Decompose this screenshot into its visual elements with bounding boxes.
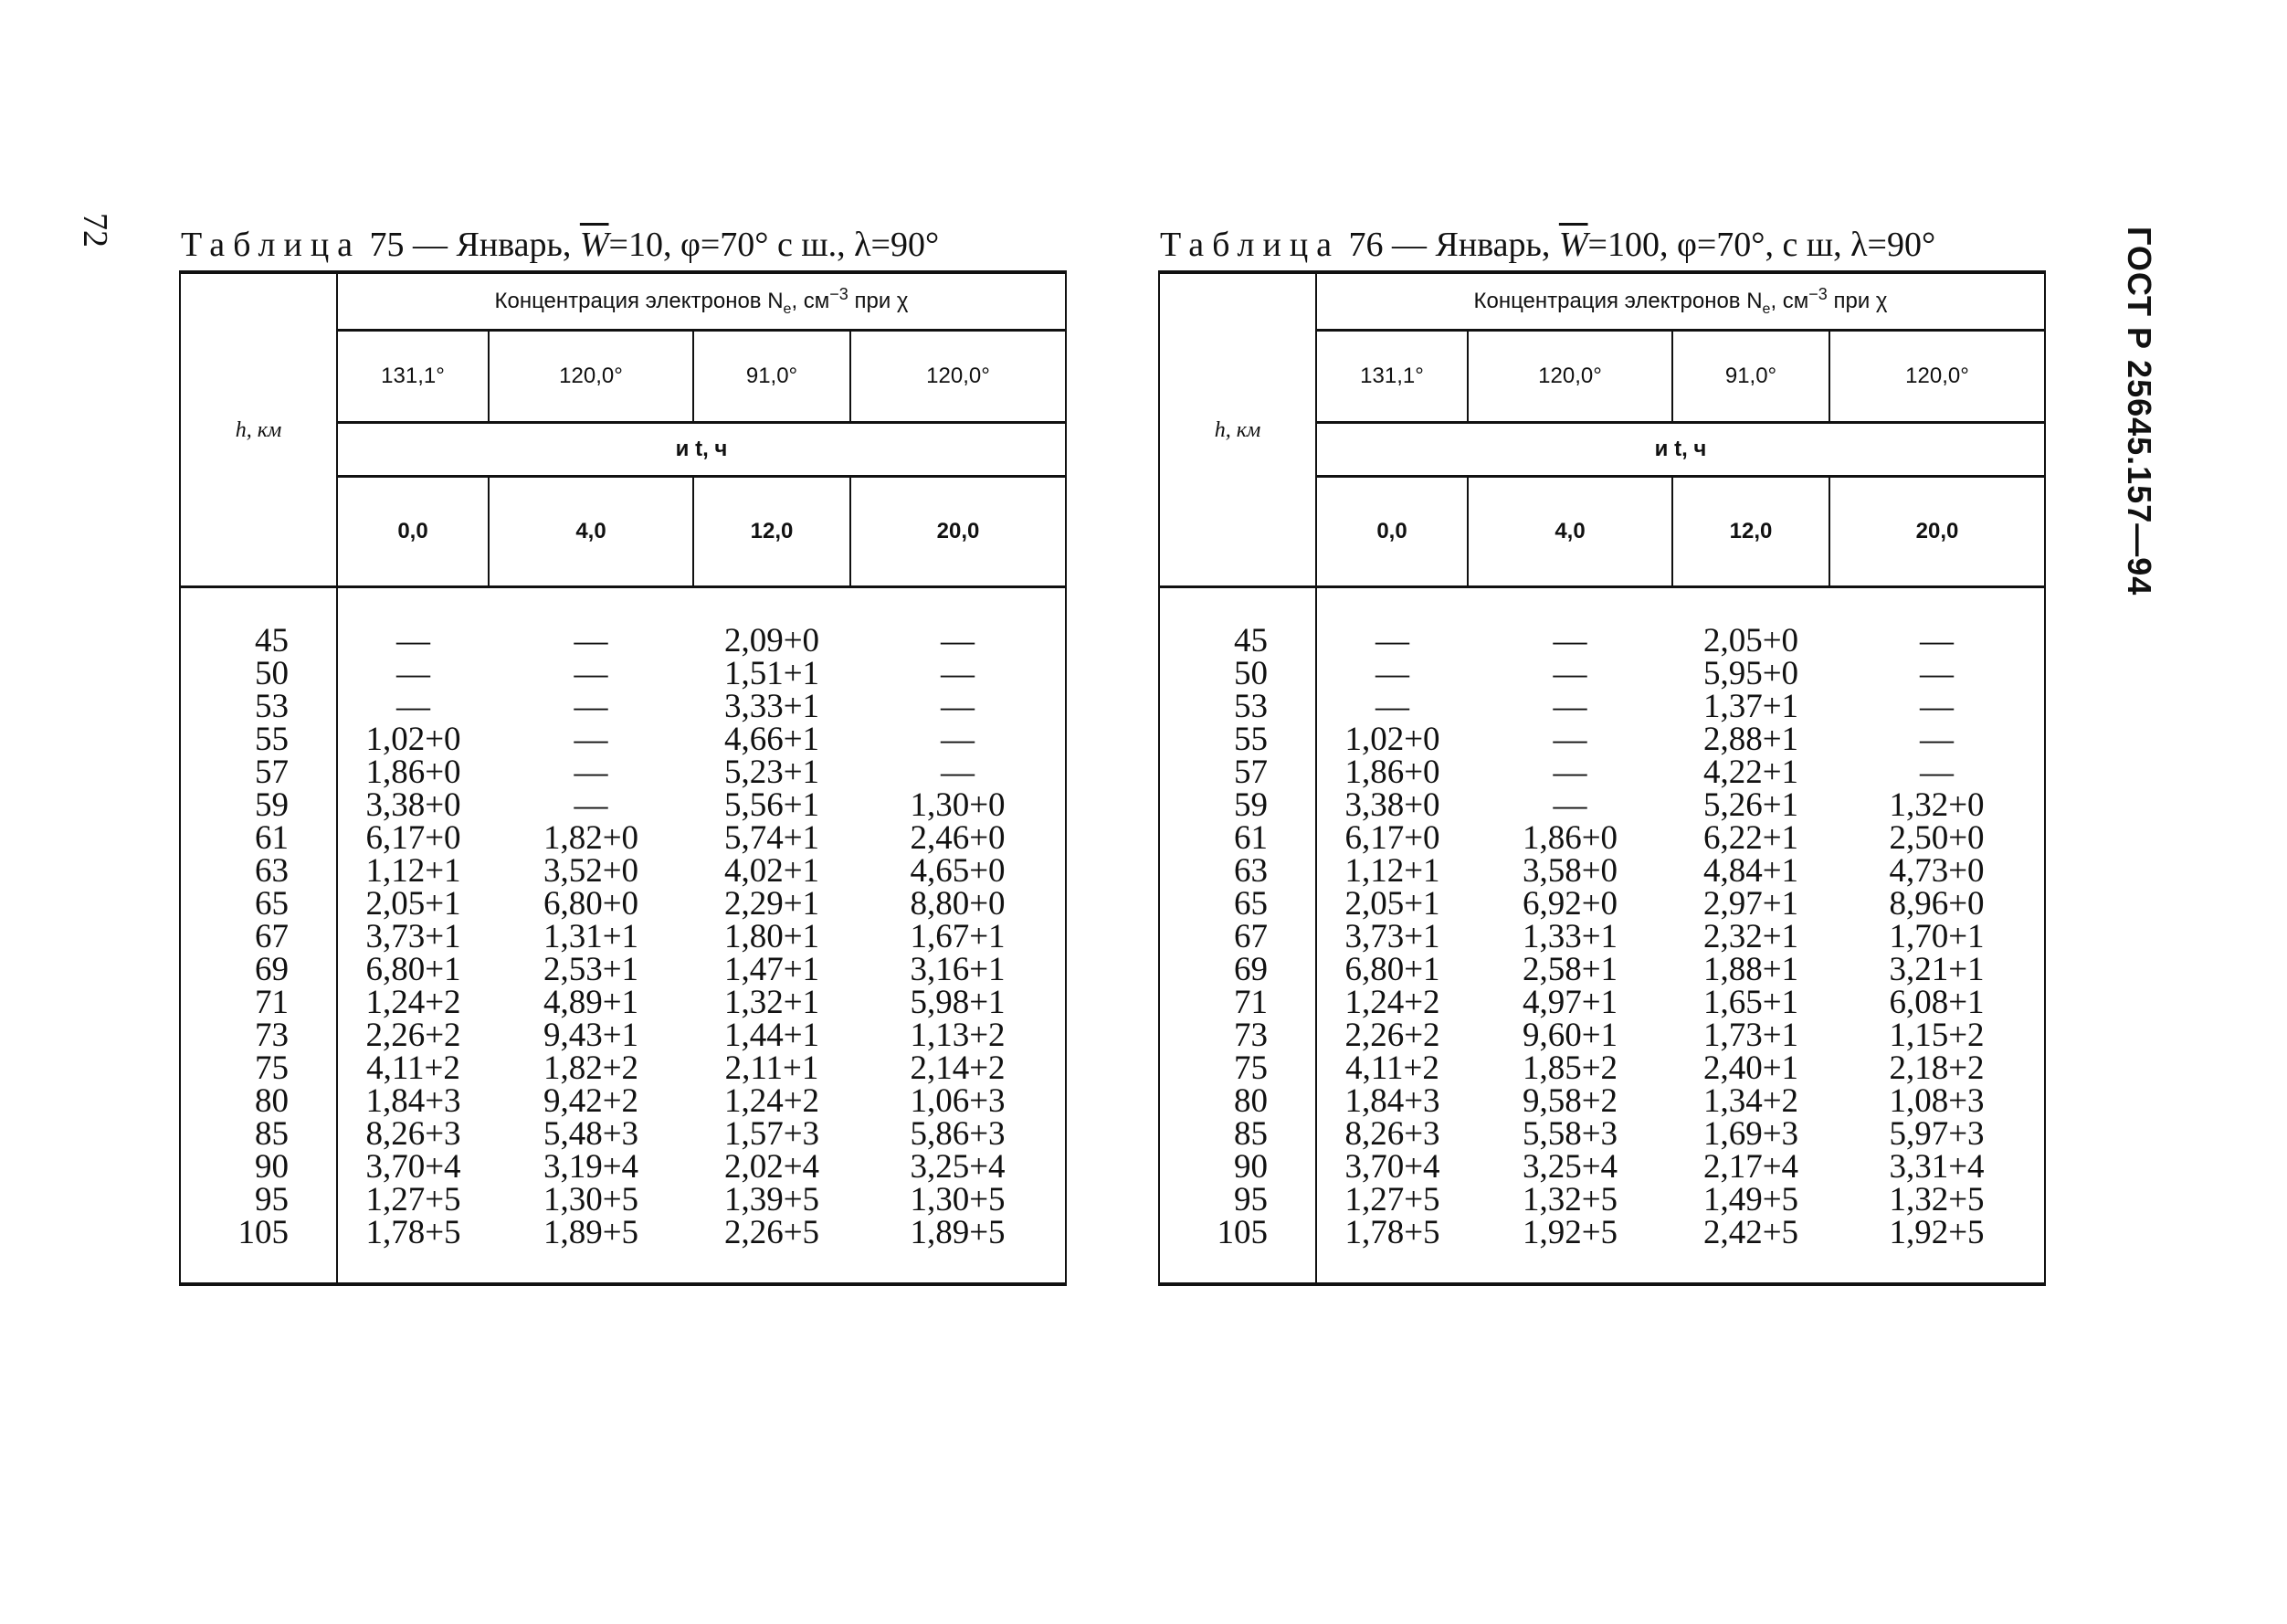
concentration-cell: 3,25+4 [1522,1148,1618,1186]
table-row [1159,1019,2045,1052]
concentration-cell: 1,85+2 [1522,1049,1618,1087]
concentration-cell: 2,09+0 [723,622,820,659]
concentration-cell: 1,44+1 [723,1017,820,1054]
table-caption [179,219,1067,270]
table-row [1159,756,2045,789]
table-row [1159,921,2045,954]
concentration-cell: 3,73+1 [337,921,489,954]
concentration-cell: 1,92+5 [1522,1214,1618,1251]
height-cell: 69 [255,951,289,988]
table-row [180,1184,1066,1217]
concentration-cell: 1,39+5 [723,1181,820,1218]
concentration-cell: 4,11+2 [1316,1052,1468,1085]
concentration-cell: 1,15+2 [1889,1017,1985,1054]
height-cell: 73 [1234,1017,1268,1054]
concentration-cell: 8,80+0 [910,885,1006,923]
page-number: 72 [76,213,114,248]
table-row [1159,625,2045,658]
concentration-cell: — [337,691,489,723]
concentration-cell: 6,80+0 [543,885,639,923]
concentration-cell: 1,13+2 [910,1017,1006,1054]
concentration-cell: 1,02+0 [1316,723,1468,756]
concentration-cell: — [574,754,608,791]
concentration-cell: 1,65+1 [1702,984,1799,1021]
height-cell: 85 [1234,1115,1268,1153]
table-row [180,625,1066,658]
concentration-cell: 4,66+1 [723,721,820,758]
height-cell: 75 [255,1049,289,1087]
caption-params: =10, φ=70° с ш., λ=90° [608,226,940,264]
concentration-cell: 4,02+1 [723,852,820,890]
concentration-cell: — [337,625,489,658]
concentration-cell: 2,53+1 [543,951,639,988]
height-cell: 59 [1234,786,1268,824]
concentration-header: Концентрация электронов $N_e$, $см^{-3}$ при χ [337,272,1066,331]
concentration-cell: 4,89+1 [543,984,639,1021]
concentration-cell: 1,73+1 [1702,1017,1799,1054]
concentration-cell: 4,97+1 [1522,984,1618,1021]
concentration-cell: 6,80+1 [337,954,489,986]
table-row [1159,1151,2045,1184]
concentration-cell: 1,30+0 [910,786,1006,824]
height-cell: 67 [255,918,289,955]
concentration-cell: 1,24+2 [1316,986,1468,1019]
concentration-cell: — [574,721,608,758]
concentration-cell: 5,86+3 [910,1115,1006,1153]
table-row [1159,789,2045,822]
chi-value-header: 131,1° [1316,331,1468,423]
concentration-cell: 5,95+0 [1702,655,1799,692]
table-row [1159,1052,2045,1085]
concentration-cell: 2,46+0 [910,819,1006,857]
column-header-height: h, км [180,272,337,587]
concentration-cell: 2,29+1 [723,885,820,923]
table-row [1159,658,2045,691]
concentration-cell: — [1920,622,1954,659]
height-cell: 75 [1234,1049,1268,1087]
concentration-cell: — [574,786,608,824]
concentration-cell: 1,37+1 [1702,688,1799,725]
concentration-cell: 6,17+0 [337,822,489,855]
table-row [180,1118,1066,1151]
document-standard-header: ГОСТ Р 25645.157—94 [2121,227,2158,596]
table-row [180,921,1066,954]
height-cell: 63 [1234,852,1268,890]
concentration-cell: 1,34+2 [1702,1082,1799,1120]
concentration-cell: 2,05+0 [1702,622,1799,659]
concentration-cell: 1,78+5 [1316,1217,1468,1250]
concentration-cell: 3,58+0 [1522,852,1618,890]
concentration-cell: — [941,622,975,659]
concentration-cell: 2,05+1 [337,888,489,921]
concentration-cell: 1,92+5 [1889,1214,1985,1251]
time-value-header: 4,0 [489,477,693,587]
concentration-cell: — [1553,721,1587,758]
concentration-cell: — [1553,688,1587,725]
table-row [180,723,1066,756]
time-value-header: 4,0 [1468,477,1672,587]
table-row [1159,1085,2045,1118]
concentration-cell: 1,84+3 [337,1085,489,1118]
concentration-cell: 5,48+3 [543,1115,639,1153]
height-cell: 57 [1234,754,1268,791]
concentration-cell: 1,32+5 [1889,1181,1985,1218]
caption-w-symbol: $\overline{W}$ [579,226,609,264]
table-row [180,888,1066,921]
table-row [1159,723,2045,756]
table-row [180,822,1066,855]
concentration-cell: 1,86+0 [1316,756,1468,789]
table-row [1159,691,2045,723]
height-cell: 73 [255,1017,289,1054]
concentration-cell: 2,42+5 [1702,1214,1799,1251]
time-header: и t, ч [1316,423,2045,477]
height-cell: 65 [255,885,289,923]
concentration-cell: 1,33+1 [1522,918,1618,955]
concentration-cell: 1,31+1 [543,918,639,955]
concentration-cell: 1,02+0 [337,723,489,756]
concentration-cell: 1,12+1 [1316,855,1468,888]
concentration-cell: 2,17+4 [1702,1148,1799,1186]
chi-value-header: 120,0° [850,331,1066,423]
concentration-cell: 3,16+1 [910,951,1006,988]
table-row [1159,1217,2045,1250]
concentration-cell: — [1553,786,1587,824]
concentration-cell: — [1920,688,1954,725]
caption-text: 76 — Январь, [1340,226,1559,264]
caption-label: Таблица [1160,226,1341,264]
concentration-cell: 1,51+1 [723,655,820,692]
concentration-cell: 1,82+0 [543,819,639,857]
concentration-cell: — [1316,625,1468,658]
concentration-cell: 4,84+1 [1702,852,1799,890]
concentration-cell: 1,12+1 [337,855,489,888]
concentration-cell: — [1553,754,1587,791]
concentration-cell: 9,58+2 [1522,1082,1618,1120]
height-cell: 95 [255,1181,289,1218]
concentration-cell: 1,32+1 [723,984,820,1021]
height-cell: 45 [1234,622,1268,659]
concentration-cell: 3,38+0 [1316,789,1468,822]
concentration-cell: 2,58+1 [1522,951,1618,988]
concentration-cell: 9,42+2 [543,1082,639,1120]
concentration-cell: 6,80+1 [1316,954,1468,986]
time-value-header: 12,0 [1672,477,1829,587]
height-cell: 71 [255,984,289,1021]
time-value-header: 0,0 [337,477,489,587]
concentration-cell: — [1920,655,1954,692]
height-cell: 55 [1234,721,1268,758]
caption-params: =100, φ=70°, с ш, λ=90° [1587,226,1936,264]
concentration-cell: 1,47+1 [723,951,820,988]
concentration-cell: 3,33+1 [723,688,820,725]
concentration-cell: 2,32+1 [1702,918,1799,955]
concentration-cell: 2,50+0 [1889,819,1985,857]
time-value-header: 12,0 [693,477,850,587]
concentration-cell: 2,18+2 [1889,1049,1985,1087]
concentration-cell: — [1316,691,1468,723]
concentration-cell: 1,32+0 [1889,786,1985,824]
concentration-cell: 2,97+1 [1702,885,1799,923]
concentration-cell: 2,05+1 [1316,888,1468,921]
concentration-cell: 2,26+5 [723,1214,820,1251]
concentration-cell: — [941,721,975,758]
table-row [180,1085,1066,1118]
table-row [180,1151,1066,1184]
concentration-cell: 8,26+3 [1316,1118,1468,1151]
height-cell: 105 [1217,1214,1268,1251]
concentration-cell: 1,24+2 [337,986,489,1019]
concentration-cell: 1,84+3 [1316,1085,1468,1118]
concentration-cell: 5,56+1 [723,786,820,824]
height-cell: 45 [255,622,289,659]
concentration-cell: 8,96+0 [1889,885,1985,923]
concentration-cell: 2,40+1 [1702,1049,1799,1087]
concentration-cell: 6,22+1 [1702,819,1799,857]
height-cell: 65 [1234,885,1268,923]
chi-value-header: 120,0° [1829,331,2045,423]
caption-w-symbol: $\overline{W}$ [1558,226,1588,264]
concentration-cell: 6,92+0 [1522,885,1618,923]
concentration-cell: 3,19+4 [543,1148,639,1186]
table-row [1159,855,2045,888]
height-cell: 90 [1234,1148,1268,1186]
concentration-cell: 1,78+5 [337,1217,489,1250]
height-cell: 80 [1234,1082,1268,1120]
height-cell: 50 [255,655,289,692]
height-cell: 67 [1234,918,1268,955]
concentration-cell: 2,11+1 [724,1049,819,1087]
chi-value-header: 91,0° [1672,331,1829,423]
height-cell: 59 [255,786,289,824]
concentration-cell: 3,25+4 [910,1148,1006,1186]
concentration-cell: 1,27+5 [337,1184,489,1217]
concentration-cell: 5,98+1 [910,984,1006,1021]
concentration-cell: 4,65+0 [910,852,1006,890]
concentration-cell: 1,89+5 [543,1214,639,1251]
concentration-cell: 2,88+1 [1702,721,1799,758]
column-header-height: h, км [1159,272,1316,587]
concentration-cell: 1,82+2 [543,1049,639,1087]
table-76 [1158,219,2046,1286]
height-cell: 53 [1234,688,1268,725]
concentration-cell: — [1553,655,1587,692]
concentration-cell: — [941,688,975,725]
concentration-cell: 3,73+1 [1316,921,1468,954]
table-row [1159,822,2045,855]
table-row [180,986,1066,1019]
concentration-cell: 4,22+1 [1702,754,1799,791]
concentration-cell: — [574,688,608,725]
table-row [180,855,1066,888]
concentration-cell: — [574,622,608,659]
time-value-header: 0,0 [1316,477,1468,587]
concentration-cell: — [1316,658,1468,691]
table-row [1159,954,2045,986]
concentration-cell: 3,70+4 [337,1151,489,1184]
table-row [180,658,1066,691]
height-cell: 85 [255,1115,289,1153]
height-cell: 53 [255,688,289,725]
concentration-cell: 1,86+0 [337,756,489,789]
table-row [180,954,1066,986]
concentration-cell: 2,02+4 [723,1148,820,1186]
concentration-cell: 9,60+1 [1522,1017,1618,1054]
height-cell: 80 [255,1082,289,1120]
concentration-cell: 4,73+0 [1889,852,1985,890]
height-cell: 69 [1234,951,1268,988]
concentration-cell: 1,70+1 [1889,918,1985,955]
concentration-cell: 1,57+3 [723,1115,820,1153]
table-row [180,789,1066,822]
concentration-cell: 4,11+2 [337,1052,489,1085]
time-value-header: 20,0 [1829,477,2045,587]
concentration-cell: — [941,754,975,791]
concentration-cell: 6,17+0 [1316,822,1468,855]
height-cell: 61 [1234,819,1268,857]
height-cell: 55 [255,721,289,758]
caption-label: Таблица [181,226,362,264]
concentration-cell: — [1553,622,1587,659]
data-table [179,270,1067,1286]
table-row [1159,888,2045,921]
concentration-cell: 9,43+1 [543,1017,639,1054]
concentration-cell: 1,08+3 [1889,1082,1985,1120]
concentration-cell: 1,32+5 [1522,1181,1618,1218]
concentration-header: Концентрация электронов $N_e$, $см^{-3}$ при χ [1316,272,2045,331]
concentration-cell: 1,89+5 [910,1214,1006,1251]
concentration-cell: 5,97+3 [1889,1115,1985,1153]
concentration-cell: 1,30+5 [543,1181,639,1218]
table-row [180,1052,1066,1085]
concentration-cell: 5,74+1 [723,819,820,857]
concentration-cell: 5,23+1 [723,754,820,791]
concentration-cell: 3,21+1 [1889,951,1985,988]
concentration-cell: 3,38+0 [337,789,489,822]
height-cell: 105 [237,1214,289,1251]
concentration-cell: 2,26+2 [1316,1019,1468,1052]
caption-text: 75 — Январь, [361,226,580,264]
concentration-cell: 1,67+1 [910,918,1006,955]
concentration-cell: 1,06+3 [910,1082,1006,1120]
height-cell: 61 [255,819,289,857]
concentration-cell: 3,70+4 [1316,1151,1468,1184]
chi-value-header: 131,1° [337,331,489,423]
table-row [180,756,1066,789]
time-value-header: 20,0 [850,477,1066,587]
chi-value-header: 91,0° [693,331,850,423]
concentration-cell: 1,88+1 [1702,951,1799,988]
concentration-cell: 1,30+5 [910,1181,1006,1218]
table-row [180,1217,1066,1250]
chi-value-header: 120,0° [489,331,693,423]
concentration-cell: 1,69+3 [1702,1115,1799,1153]
table-row [180,691,1066,723]
height-cell: 57 [255,754,289,791]
concentration-cell: — [1920,754,1954,791]
concentration-cell: 6,08+1 [1889,984,1985,1021]
table-caption [1158,219,2046,270]
table-row [1159,986,2045,1019]
table-row [1159,1184,2045,1217]
concentration-cell: 3,31+4 [1889,1148,1985,1186]
height-cell: 90 [255,1148,289,1186]
height-cell: 71 [1234,984,1268,1021]
chi-value-header: 120,0° [1468,331,1672,423]
concentration-cell: 8,26+3 [337,1118,489,1151]
concentration-cell: 1,27+5 [1316,1184,1468,1217]
table-row [1159,1118,2045,1151]
time-header: и t, ч [337,423,1066,477]
data-table [1158,270,2046,1286]
concentration-cell: 1,86+0 [1522,819,1618,857]
table-75 [179,219,1067,1286]
concentration-cell: 5,58+3 [1522,1115,1618,1153]
concentration-cell: 2,26+2 [337,1019,489,1052]
concentration-cell: — [941,655,975,692]
concentration-cell: 1,24+2 [723,1082,820,1120]
concentration-cell: — [1920,721,1954,758]
table-row [180,1019,1066,1052]
concentration-cell: — [337,658,489,691]
concentration-cell: 3,52+0 [543,852,639,890]
height-cell: 63 [255,852,289,890]
height-cell: 50 [1234,655,1268,692]
concentration-cell: 1,80+1 [723,918,820,955]
height-cell: 95 [1234,1181,1268,1218]
concentration-cell: 1,49+5 [1702,1181,1799,1218]
concentration-cell: 2,14+2 [910,1049,1006,1087]
concentration-cell: — [574,655,608,692]
concentration-cell: 5,26+1 [1702,786,1799,824]
